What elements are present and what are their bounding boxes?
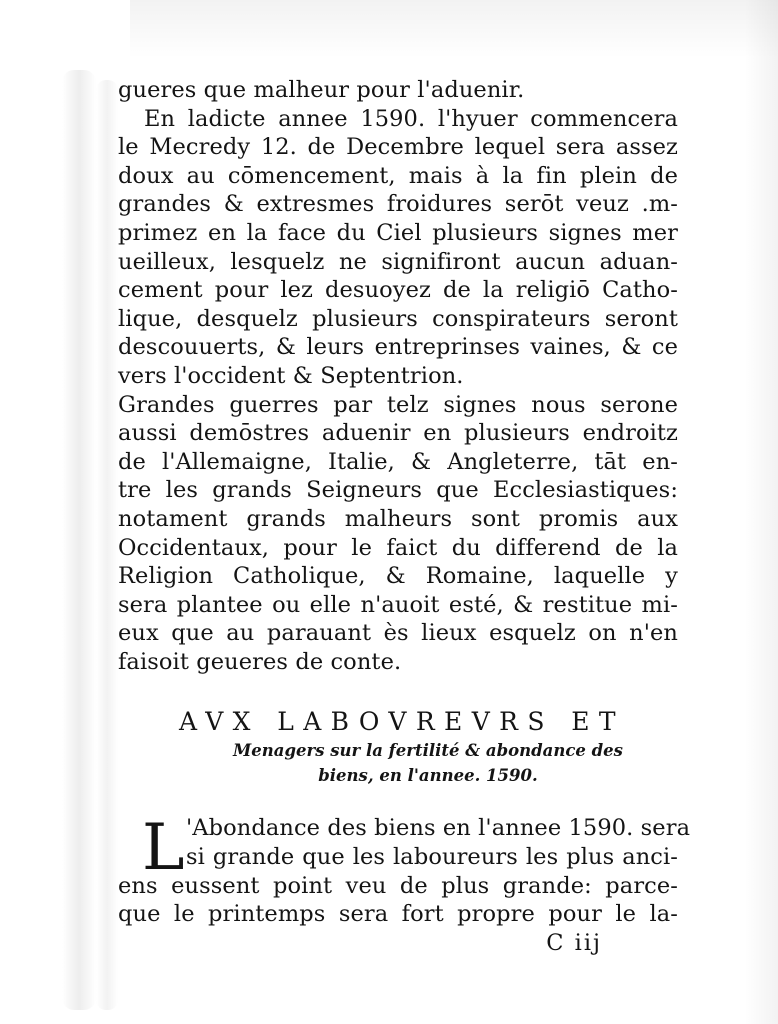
text-line: ueilleux, lesquelz ne signifiront aucun aduan- [118,248,678,275]
text-line: eux que au parauant ès lieux esquelz on n'en [118,620,678,647]
text-line: grandes & extresmes froidures serōt veuz .m- [118,191,678,218]
section-subheading: Menagers sur la fertilité & abondance des [233,741,623,761]
page-text [118,76,691,957]
text-line: gueres que malheur pour l'aduenir. [118,77,525,103]
dropcap-paragraph [118,811,691,928]
text-line: le Mecredy 12. de Decembre lequel sera assez [118,134,678,161]
text-line: faisoit geueres de conte. [118,648,402,675]
section-subheading: biens, en l'annee. 1590. [318,766,538,786]
section-heading: AVX LABOVREVRS ET [179,707,625,737]
text-line: cement pour lez desuoyez de la religiō Catho- [118,277,678,304]
scan-shadow-top [130,0,778,58]
text-line: sera plantee ou elle n'auoit esté, & restitue mi- [118,591,678,618]
text-line: doux au cōmencement, mais à la fin plein de [118,162,678,189]
text-line: descouuerts, & leurs entreprinses vaines, & ce [118,334,678,361]
text-line: vers l'occident & Septentrion. [118,362,464,389]
text-line: En ladicte annee 1590. l'hyuer commencera [144,105,678,132]
scan-shadow-left [62,70,96,1010]
text-line: lique, desquelz plusieurs conspirateurs seront [118,305,678,332]
scan-shadow-left-inner [96,80,118,1010]
text-line: Occidentaux, pour le faict du differend de la [118,534,678,561]
scan-shadow-right [744,0,778,1024]
drop-capital: L [142,811,185,886]
text-line: Grandes guerres par telz signes nous serone [118,391,678,418]
text-line: ens eussent point veu de plus grande: parce- [118,872,678,899]
text-line: que le printemps sera fort propre pour le la- [118,901,678,928]
text-line: si grande que les laboureurs les plus anci- [186,844,678,871]
text-line: 'Abondance des biens en l'annee 1590. sera [186,815,691,842]
signature-mark: C iij [546,929,602,956]
text-line: Religion Catholique, & Romaine, laquelle y [118,563,678,590]
text-line: tre les grands Seigneurs que Ecclesiastiques: [118,477,678,504]
text-line: de l'Allemaigne, Italie, & Angleterre, tāt en- [118,448,678,475]
text-line: aussi demōstres aduenir en plusieurs endroitz [118,420,678,447]
text-line: primez en la face du Ciel plusieurs signes mer [118,219,678,246]
text-line: notament grands malheurs sont promis aux [118,505,678,532]
